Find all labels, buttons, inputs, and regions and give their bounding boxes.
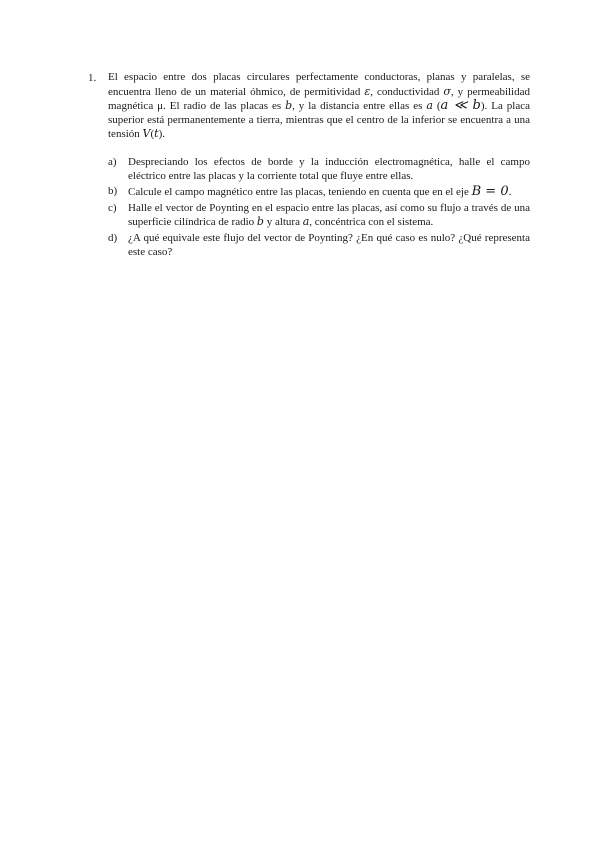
- item-text-before: Calcule el campo magnético entre las placas, teniendo en cuenta que en el eje: [128, 186, 472, 199]
- item-label: d): [108, 231, 118, 244]
- statement-text-6: ). La placa superior está permanentemente a tierra, mientras que el centro de la inferior se encuentra a una tensión: [108, 100, 530, 141]
- statement-text-2: , conductividad: [370, 85, 444, 98]
- item-a: [108, 156, 530, 183]
- statement-text-3: , y permeabilidad magnética μ. El radio de las placas es: [108, 85, 530, 113]
- problem-number: 1.: [88, 72, 97, 84]
- item-text-before: Halle el vector de Poynting en el espacio entre las placas, así como su flujo a través de una superficie cilíndrica de radio: [128, 201, 530, 229]
- item-text: ¿A qué equivale este flujo del vector de Poynting? ¿En qué caso es nulo? ¿Qué representa este caso?: [128, 231, 530, 258]
- epsilon-symbol: ε: [364, 84, 371, 98]
- item-text-mid: y altura: [263, 216, 303, 229]
- distance-symbol: a: [426, 99, 433, 113]
- problem-1: [88, 71, 530, 275]
- radius-symbol: b: [256, 215, 264, 229]
- statement-text-4: , y la distancia entre ellas es: [292, 100, 427, 113]
- item-b: [108, 185, 530, 200]
- voltage-symbol: V: [142, 127, 151, 141]
- item-text-after: .: [508, 186, 512, 199]
- paren-close: ).: [158, 128, 165, 141]
- item-label: b): [108, 185, 118, 198]
- item-d: [108, 232, 530, 259]
- problem-statement: [108, 71, 530, 142]
- radius-symbol: b: [285, 99, 293, 113]
- item-text: Despreciando los efectos de borde y la inducción electromagnética, halle el campo eléctrico entre las placas y la corriente total que fluye entre ellas.: [128, 155, 530, 182]
- item-text-after: , concéntrica con el sistema.: [309, 216, 434, 229]
- sigma-symbol: σ: [443, 84, 451, 98]
- problem-items: [108, 156, 530, 259]
- item-label: c): [108, 201, 117, 214]
- item-label: a): [108, 155, 117, 168]
- statement-text-1: El espacio entre dos placas circulares perfectamente conductoras, planas y paralelas, se encuentra lleno de un material óhmico, de permitividad: [108, 71, 530, 98]
- statement-text-5: (: [432, 100, 441, 113]
- paren-open: (: [150, 128, 155, 141]
- item-c: [108, 202, 530, 230]
- condition-formula: a ≪ b: [440, 98, 481, 114]
- time-symbol: t: [154, 127, 159, 141]
- magnetic-field-formula: B = 0: [471, 184, 509, 200]
- height-symbol: a: [302, 215, 310, 229]
